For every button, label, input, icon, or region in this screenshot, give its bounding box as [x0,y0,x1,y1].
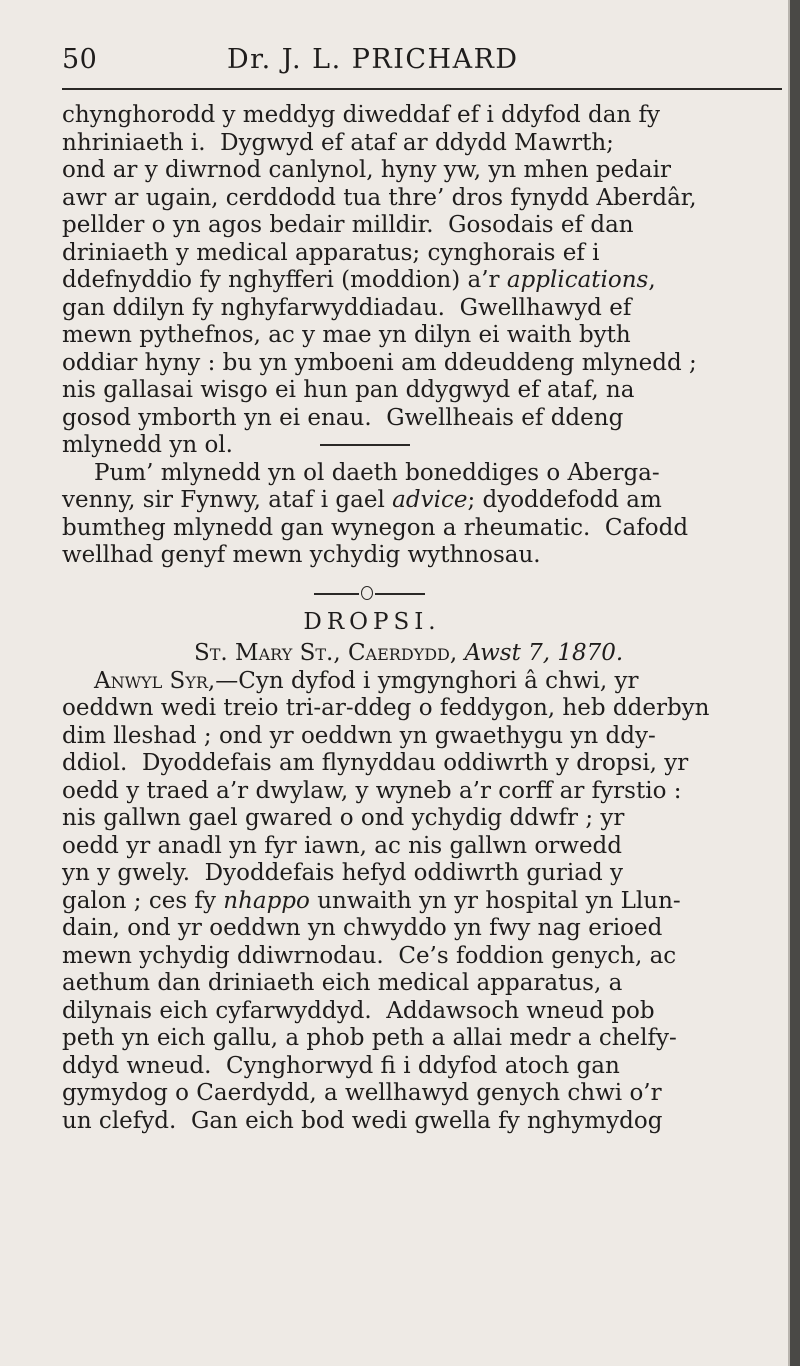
divider-rule-left [314,593,359,595]
short-rule [320,444,410,446]
text-line: Pum’ mlynedd yn ol daeth boneddiges o Aberga- [94,459,660,486]
text-line: oeddwn wedi treio tri-ar-ddeg o feddygon, heb dderbyn [62,695,710,721]
text-line: yn y gwely. Dyoddefais hefyd oddiwrth guriad y [62,860,623,886]
text-line: ond ar y diwrnod canlynol, hyny yw, yn mhen pedair [62,157,671,183]
text-line: mewn pythefnos, ac y mae yn dilyn ei waith byth [62,322,631,348]
text-line: dain, ond yr oeddwn yn chwyddo yn fwy nag erioed [62,915,663,941]
text-line: oedd y traed a’r dwylaw, y wyneb a’r corff ar fyrstio : [62,777,682,804]
body-text [62,102,800,1135]
page-header [62,40,782,90]
text-with-advice: venny, sir Fynwy, ataf i gael advice; dyoddefodd am [62,487,662,513]
text-line: bumtheg mlynedd gan wynegon a rheumatic. Cafodd [62,514,689,541]
italic-word: applications [506,267,649,293]
header-rule [62,88,782,90]
paragraph-3 [62,668,800,1136]
running-head: Dr. J. L. PRICHARD [227,44,519,75]
page-number: 50 [62,44,98,75]
text-line: chynghorodd y meddyg diweddaf ef i ddyfod dan fy [62,102,661,128]
text-line: mewn ychydig ddiwrnodau. Ce’s foddion genych, ac [62,942,677,969]
text-line-last: mlynedd yn ol. [62,432,800,460]
divider-rule-right [375,593,425,595]
text-line: driniaeth y medical apparatus; cynghorais ef i [62,239,600,266]
text-line: nhriniaeth i. Dygwyd ef ataf ar ddydd Mawrth; [62,129,614,156]
salutation: Anwyl Syr [94,667,208,694]
italic-word: nhappo [223,887,310,914]
text-line-salutation [62,668,800,696]
italic-word: advice [392,487,468,513]
dateline-place: St. Mary St., Caerdydd, [194,639,465,666]
dateline [62,638,800,668]
text-line-italic-word [62,888,800,916]
text-line: ddiol. Dyoddefais am flynyddau oddiwrth y dropsi, yr [62,750,689,776]
text-line: gymydog o Caerdydd, a wellhawyd genych chwi o’r [62,1080,662,1106]
text-line-italic-word [62,487,800,515]
text-line: gosod ymborth yn ei enau. Gwellheais ef ddeng [62,404,624,431]
paragraph-1 [62,102,800,460]
text-line: wellhad genyf mewn ychydig wythnosau. [62,542,541,568]
text-line-italic-word [62,267,800,295]
text-line: dim lleshad ; ond yr oeddwn yn gwaethygu yn ddy- [62,722,656,749]
dateline-date: Awst 7, 1870. [464,639,624,666]
text-line: oddiar hyny : bu yn ymboeni am ddeuddeng mlynedd ; [62,349,697,376]
divider-circle [361,586,373,600]
text-line: oedd yr anadl yn fyr iawn, ac nis gallwn orwedd [62,832,622,859]
text-line: pellder o yn agos bedair milldir. Gosodais ef dan [62,212,634,238]
paragraph-2 [62,460,800,570]
text-with-applications: ddefnyddio fy nghyfferi (moddion) a’r applications, [62,267,656,293]
salutation-line: Anwyl Syr,—Cyn dyfod i ymgynghori â chwi, yr [94,667,639,694]
section-heading: DROPSI. [303,608,441,635]
text-line: nis gallasai wisgo ei hun pan ddygwyd ef ataf, na [62,377,635,403]
text-line: un clefyd. Gan eich bod wedi gwella fy nghymydog [62,1107,663,1134]
text-line: peth yn eich gallu, a phob peth a allai medr a chelfy- [62,1025,677,1051]
text-with-nhappo: galon ; ces fy nhappo unwaith yn yr hospital yn Llun- [62,887,681,914]
text-line: dilynais eich cyfarwyddyd. Addawsoch wneud pob [62,997,655,1024]
ornament-divider [62,582,800,606]
text-line: awr ar ugain, cerddodd tua thre’ dros fynydd Aberdâr, [62,184,697,211]
text-line: gan ddilyn fy nghyfarwyddiadau. Gwellhawyd ef [62,294,632,321]
text-line: nis gallwn gael gwared o ond ychydig ddwfr ; yr [62,805,625,831]
text-line: aethum dan driniaeth eich medical apparatus, a [62,970,623,996]
text-line: ddyd wneud. Cynghorwyd fi i ddyfod atoch gan [62,1052,620,1079]
